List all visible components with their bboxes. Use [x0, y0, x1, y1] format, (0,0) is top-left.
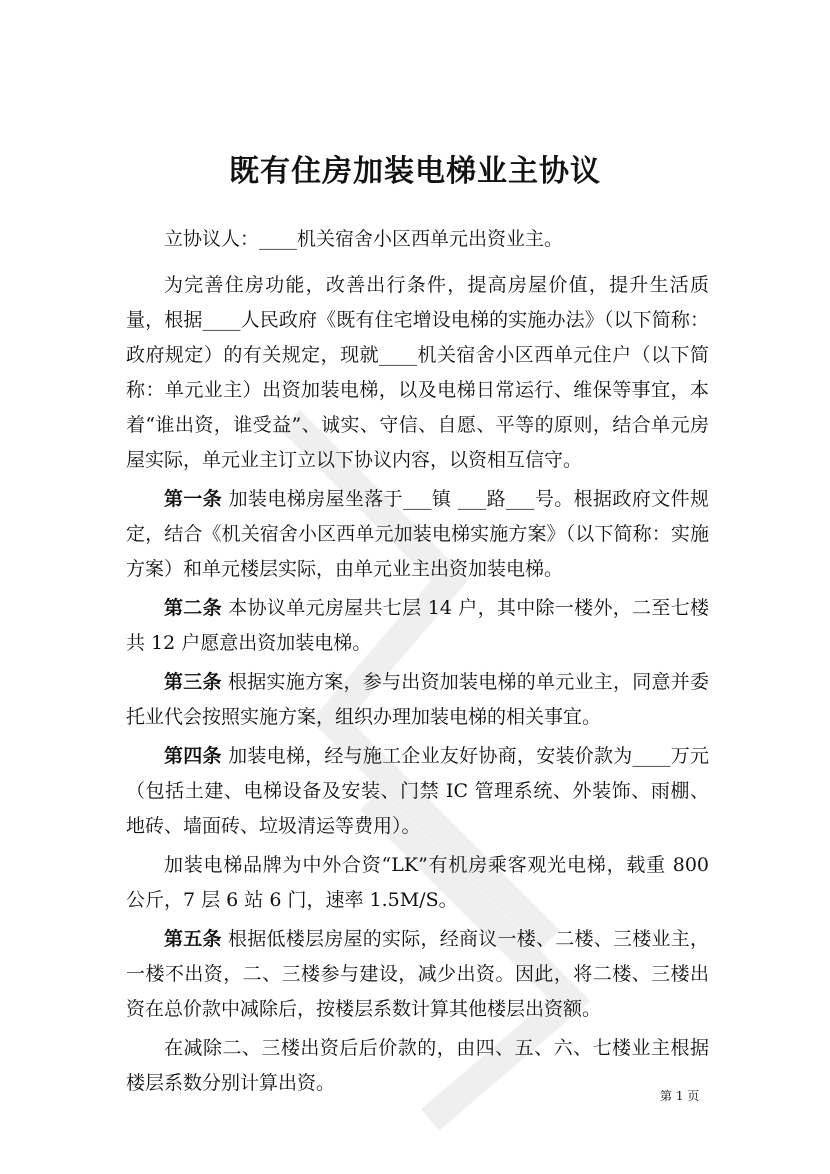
article-3-text: 根据实施方案，参与出资加装电梯的单元业主，同意并委托业代会按照实施方案，组织办理加装电梯的相关事宜。 — [126, 671, 709, 728]
article-5-text: 根据低楼层房屋的实际，经商议一楼、二楼、三楼业主，一楼不出资，二、三楼参与建设，减少出资。因此，将二楼、三楼出资在总价款中减除后，按楼层系数计算其他楼层出资额。 — [126, 928, 709, 1020]
document-title: 既有住房加装电梯业主协议 — [229, 154, 601, 189]
page-number: 第 1 页 — [660, 1089, 700, 1103]
last-paragraph: 在减除二、三楼出资后后价款的，由四、五、六、七楼业主根据楼层系数分别计算出资。 — [126, 1037, 709, 1094]
article-1-text: 加装电梯房屋坐落于___镇 ___路___号。根据政府文件规定，结合《机关宿舍小区西单元加装电梯实施方案》（以下简称：实施方案）和单元楼层实际，由单元业主出资加装电梯。 — [126, 488, 709, 580]
article-3 — [126, 665, 709, 735]
article-1-heading: 第一条 — [164, 488, 223, 510]
article-5-heading: 第五条 — [164, 928, 222, 950]
preamble-paragraph: 为完善住房功能，改善出行条件，提高房屋价值，提升生活质量，根据____人民政府《既有住宅增设电梯的实施办法》（以下简称：政府规定）的有关规定，现就____机关宿舍小区西单元住户（以下简称：单元业主）出资加装电梯，以及电梯日常运行、维保等事宜，本着“谁出资，谁受益”、诚实、守信、自愿、平等的原则，结合单元房屋实际，单元业主订立以下协议内容，以资相互信守。 — [126, 274, 709, 471]
article-2-heading: 第二条 — [164, 597, 222, 619]
article-3-heading: 第三条 — [164, 671, 222, 693]
article-4-text: 加装电梯，经与施工企业友好协商，安装价款为____万元（包括土建、电梯设备及安装、门禁 IC 管理系统、外装饰、雨棚、地砖、墙面砖、垃圾清运等费用）。 — [126, 745, 709, 837]
article-4 — [126, 739, 709, 844]
document-main — [126, 268, 709, 1101]
article-5 — [126, 922, 709, 1027]
article-1 — [126, 482, 709, 587]
brand-paragraph: 加装电梯品牌为中外合资“LK”有机房乘客观光电梯，载重 800 公斤，7 层 6 站 6 门，速率 1.5M/S。 — [126, 854, 709, 911]
article-2-text: 本协议单元房屋共七层 14 户，其中除一楼外，二至七楼共 12 户愿意出资加装电梯。 — [126, 597, 709, 654]
article-4-heading: 第四条 — [164, 745, 222, 767]
parties-line: 立协议人：____机关宿舍小区西单元出资业主。 — [164, 228, 564, 250]
article-2 — [126, 591, 709, 661]
document-body — [126, 222, 709, 257]
